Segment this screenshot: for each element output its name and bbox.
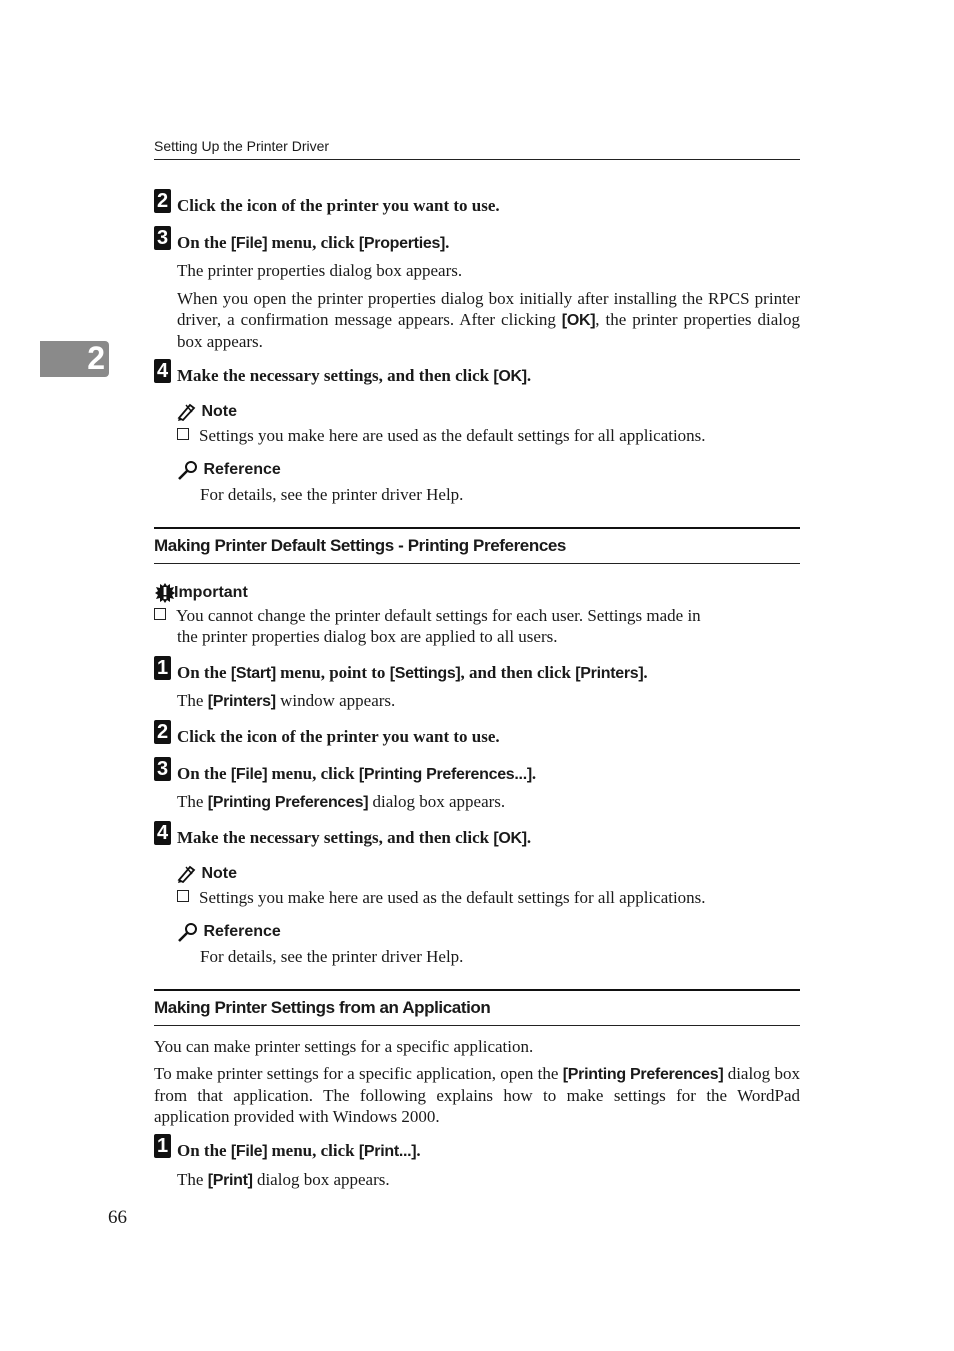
step-number: 2 bbox=[154, 720, 171, 744]
reference-heading: Reference bbox=[177, 922, 281, 942]
section-rule-top bbox=[154, 989, 800, 991]
ui-label-printing-preferences: [Printing Preferences...] bbox=[358, 766, 532, 783]
section-rule-bottom bbox=[154, 563, 800, 564]
section-rule-bottom bbox=[154, 1025, 800, 1026]
header-rule bbox=[154, 159, 800, 160]
note-heading: Note bbox=[177, 402, 237, 422]
ui-label-settings: [Settings] bbox=[389, 665, 461, 682]
step-instruction: On the [File] menu, click [Printing Preferences...]. bbox=[177, 764, 537, 783]
running-head: Setting Up the Printer Driver bbox=[154, 138, 330, 154]
paragraph: To make printer settings for a specific application, open the [Printing Preferences] dialog box from that application. The following explains how to make settings for the WordPad application provided with Windows 2000. bbox=[154, 1064, 800, 1126]
note-item: Settings you make here are used as the default settings for all applications. bbox=[177, 425, 706, 446]
checkbox-bullet-icon bbox=[177, 428, 189, 440]
ui-label-file: [File] bbox=[230, 766, 268, 783]
step-number: 1 bbox=[154, 1134, 171, 1158]
ui-label-print: [Print...] bbox=[358, 1143, 417, 1160]
step-instruction: Click the icon of the printer you want to use. bbox=[177, 196, 500, 215]
paragraph: The [Printers] window appears. bbox=[177, 691, 396, 710]
ui-label-properties: [Properties] bbox=[358, 235, 446, 252]
pencil-icon bbox=[177, 403, 197, 421]
step-instruction: On the [File] menu, click [Properties]. bbox=[177, 233, 450, 252]
step-instruction: Make the necessary settings, and then click [OK]. bbox=[177, 366, 532, 385]
ui-label-file: [File] bbox=[230, 235, 268, 252]
reference-text: For details, see the printer driver Help. bbox=[200, 947, 464, 966]
reference-text: For details, see the printer driver Help. bbox=[200, 485, 464, 504]
paragraph: The printer properties dialog box appears. bbox=[177, 261, 463, 280]
step-instruction: Click the icon of the printer you want to use. bbox=[177, 727, 500, 746]
note-item: Settings you make here are used as the default settings for all applications. bbox=[177, 887, 706, 908]
ui-label-file: [File] bbox=[230, 1143, 268, 1160]
magnifier-icon bbox=[177, 460, 199, 480]
step-number: 1 bbox=[154, 656, 171, 680]
ui-label-print: [Print] bbox=[207, 1172, 253, 1189]
checkbox-bullet-icon bbox=[154, 608, 166, 620]
step-instruction: On the [File] menu, click [Print...]. bbox=[177, 1141, 421, 1160]
paragraph: The [Print] dialog box appears. bbox=[177, 1170, 390, 1189]
step-instruction: On the [Start] menu, point to [Settings], and then click [Printers]. bbox=[177, 663, 648, 682]
paragraph: You can make printer settings for a specific application. bbox=[154, 1037, 534, 1056]
important-heading: Important bbox=[154, 582, 248, 604]
note-heading: Note bbox=[177, 864, 237, 884]
section-rule-top bbox=[154, 527, 800, 529]
important-item: You cannot change the printer default settings for each user. Settings made in bbox=[154, 605, 701, 626]
important-icon bbox=[154, 582, 176, 604]
step-number: 4 bbox=[154, 821, 171, 845]
chapter-number: 2 bbox=[87, 340, 105, 376]
section-title: Making Printer Settings from an Application bbox=[154, 998, 491, 1017]
ui-label-printers: [Printers] bbox=[207, 693, 276, 710]
step-number: 3 bbox=[154, 226, 171, 250]
reference-heading: Reference bbox=[177, 460, 281, 480]
ui-label-ok: [OK] bbox=[561, 312, 596, 329]
checkbox-bullet-icon bbox=[177, 890, 189, 902]
chapter-tab bbox=[40, 341, 109, 377]
step-number: 3 bbox=[154, 757, 171, 781]
page-number: 66 bbox=[108, 1207, 127, 1228]
paragraph: When you open the printer properties dialog box initially after installing the RPCS printer driver, a confirmation message appears. After clicking [OK], the printer properties dialog box appears. bbox=[177, 289, 800, 351]
pencil-icon bbox=[177, 865, 197, 883]
ui-label-ok: [OK] bbox=[493, 830, 527, 847]
step-number: 4 bbox=[154, 359, 171, 383]
paragraph: The [Printing Preferences] dialog box appears. bbox=[177, 792, 506, 811]
ui-label-ok: [OK] bbox=[493, 368, 527, 385]
ui-label-start: [Start] bbox=[230, 665, 276, 682]
step-instruction: Make the necessary settings, and then click [OK]. bbox=[177, 828, 532, 847]
ui-label-printing-preferences: [Printing Preferences] bbox=[207, 794, 369, 811]
section-title: Making Printer Default Settings - Printing Preferences bbox=[154, 536, 566, 555]
ui-label-printing-preferences: [Printing Preferences] bbox=[562, 1066, 724, 1083]
step-number: 2 bbox=[154, 189, 171, 213]
magnifier-icon bbox=[177, 922, 199, 942]
important-item-cont: the printer properties dialog box are applied to all users. bbox=[177, 627, 558, 646]
ui-label-printers: [Printers] bbox=[575, 665, 644, 682]
